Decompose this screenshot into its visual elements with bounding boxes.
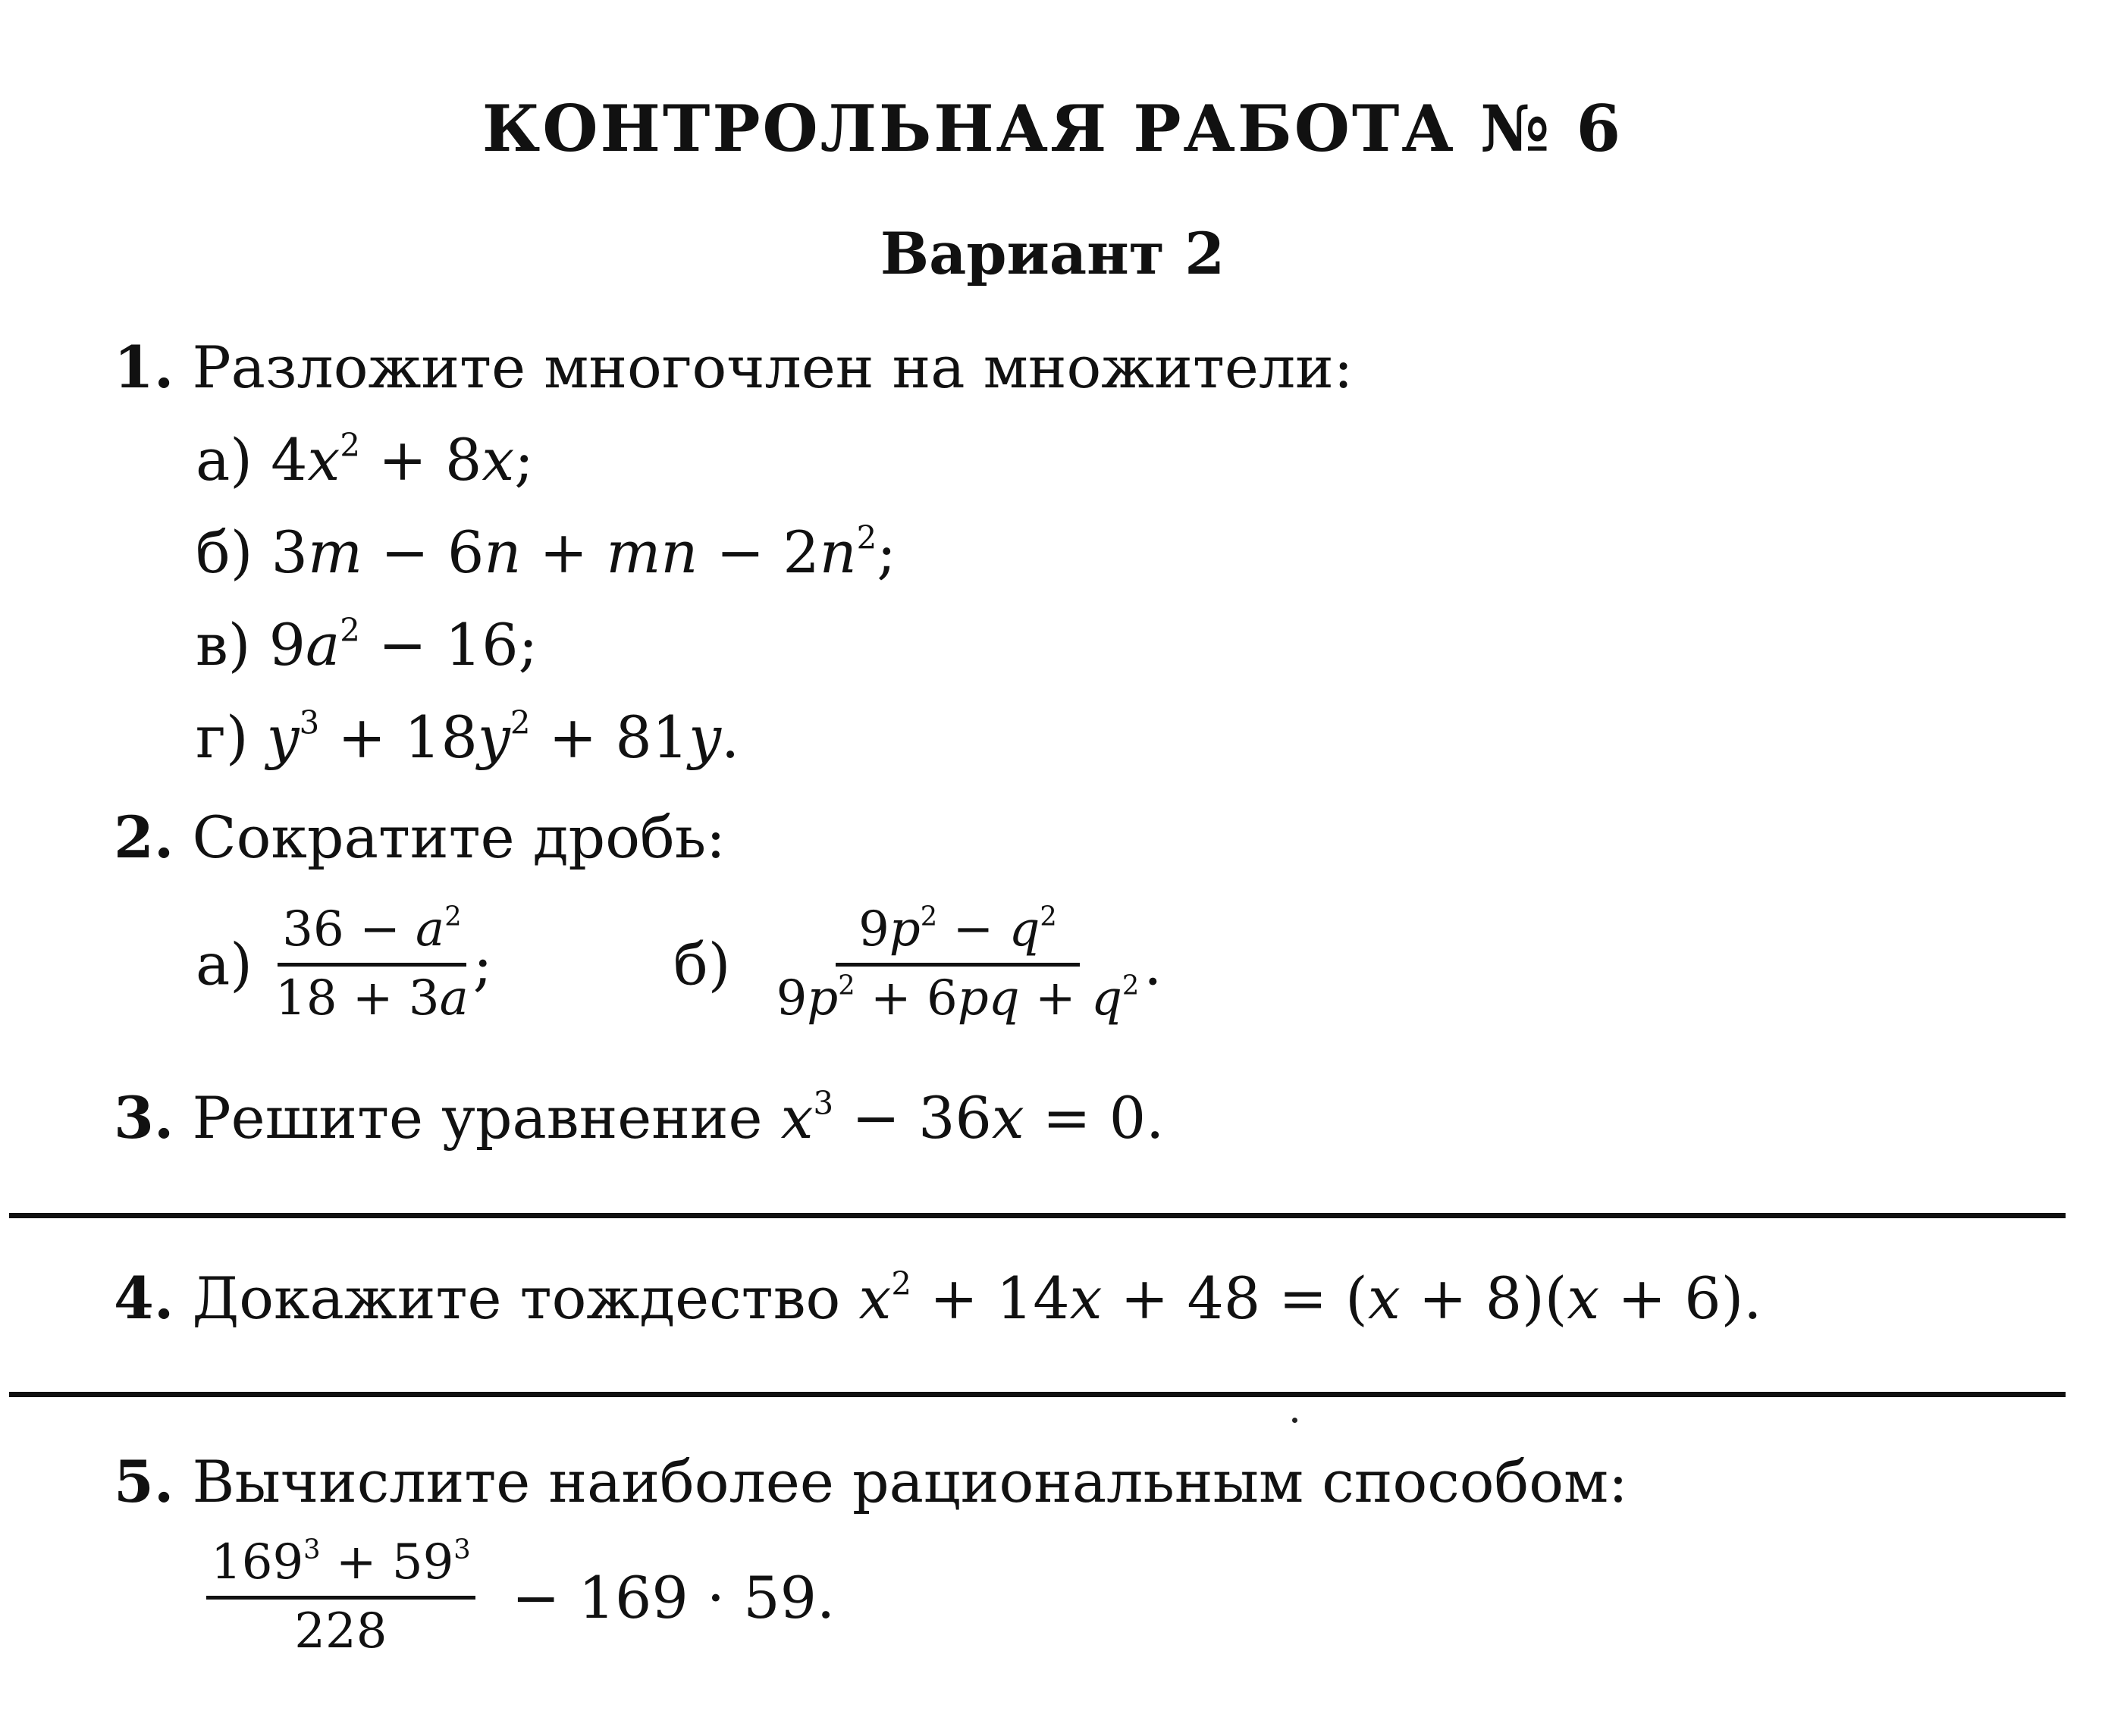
task-1-item-b: [196, 519, 896, 586]
task-5: [114, 1448, 1628, 1515]
task-2-number: 2.: [114, 804, 174, 871]
print-speck: [1292, 1418, 1297, 1423]
fraction-5: [206, 1535, 475, 1659]
task-1-text: Разложите многочлен на множители:: [192, 334, 1354, 401]
expression-1v: $9a^2 - 16$;: [268, 611, 538, 678]
task-3-text: Решите уравнение: [192, 1084, 763, 1152]
task-1-number: 1.: [114, 334, 174, 401]
expression-1b: 3m − 6n + mn − $2n^2$;: [271, 519, 896, 586]
expression-5-tail: − 169 · 59.: [511, 1563, 836, 1631]
fraction-denominator: 18 + 3a: [275, 970, 469, 1026]
fraction-numerator: $169^3 + 59^3$: [206, 1535, 475, 1600]
task-4-text: Докажите тождество: [192, 1264, 841, 1332]
fraction-numerator: $36 - a^2$: [278, 902, 466, 967]
task-1-item-g: [196, 703, 739, 771]
fraction-numerator: $9p^2 - q^2$: [836, 902, 1080, 967]
equation-3: $x^3 - 36x = 0$.: [780, 1084, 1165, 1152]
task-2-item-a: а) $\frac{36 - a^2}{18 + 3a}$ ;: [196, 901, 493, 1026]
divider-rule-top: [9, 1213, 2066, 1218]
item-label: а): [196, 426, 253, 494]
item-label: б): [673, 930, 731, 998]
task-4-number: 4.: [114, 1264, 174, 1332]
task-4: [114, 1264, 1761, 1332]
task-2-text: Сократите дробь:: [192, 804, 726, 871]
page-title: КОНТРОЛЬНАЯ РАБОТА № 6: [482, 91, 1623, 166]
task-1: [114, 334, 1353, 401]
task-2: [114, 804, 726, 871]
fraction-2b: [772, 902, 1144, 1026]
expression-1g: $y^3 + 18y^2 + 81y$.: [266, 703, 740, 771]
task-3: [114, 1084, 1164, 1152]
identity-4: $x^2 + 14x + 48 = (x + 8)(x + 6)$.: [858, 1264, 1762, 1332]
divider-rule-bottom: [9, 1392, 2066, 1397]
task-1-item-a: [196, 426, 534, 494]
task-2-item-b: б) $\frac{9p^2 - q^2}{9p^2 + 6pq + q^2}$ .: [673, 901, 1162, 1026]
item-label: а): [196, 930, 253, 998]
item-label: в): [196, 611, 251, 678]
task-5-text: Вычислите наиболее рациональным способом:: [192, 1448, 1628, 1515]
task-3-number: 3.: [114, 1084, 174, 1152]
expression-1a: $4x^2 + 8x$;: [271, 426, 534, 494]
item-label: г): [196, 703, 249, 771]
fraction-denominator: 228: [294, 1603, 387, 1659]
task-5-expression: [206, 1535, 835, 1659]
fraction-2a: [271, 902, 473, 1026]
variant-heading: Вариант 2: [880, 220, 1225, 287]
item-label: б): [196, 519, 253, 586]
task-5-number: 5.: [114, 1448, 174, 1515]
fraction-denominator: $9p^2 + 6pq + q^2$: [776, 970, 1140, 1026]
task-1-item-v: [196, 611, 538, 678]
